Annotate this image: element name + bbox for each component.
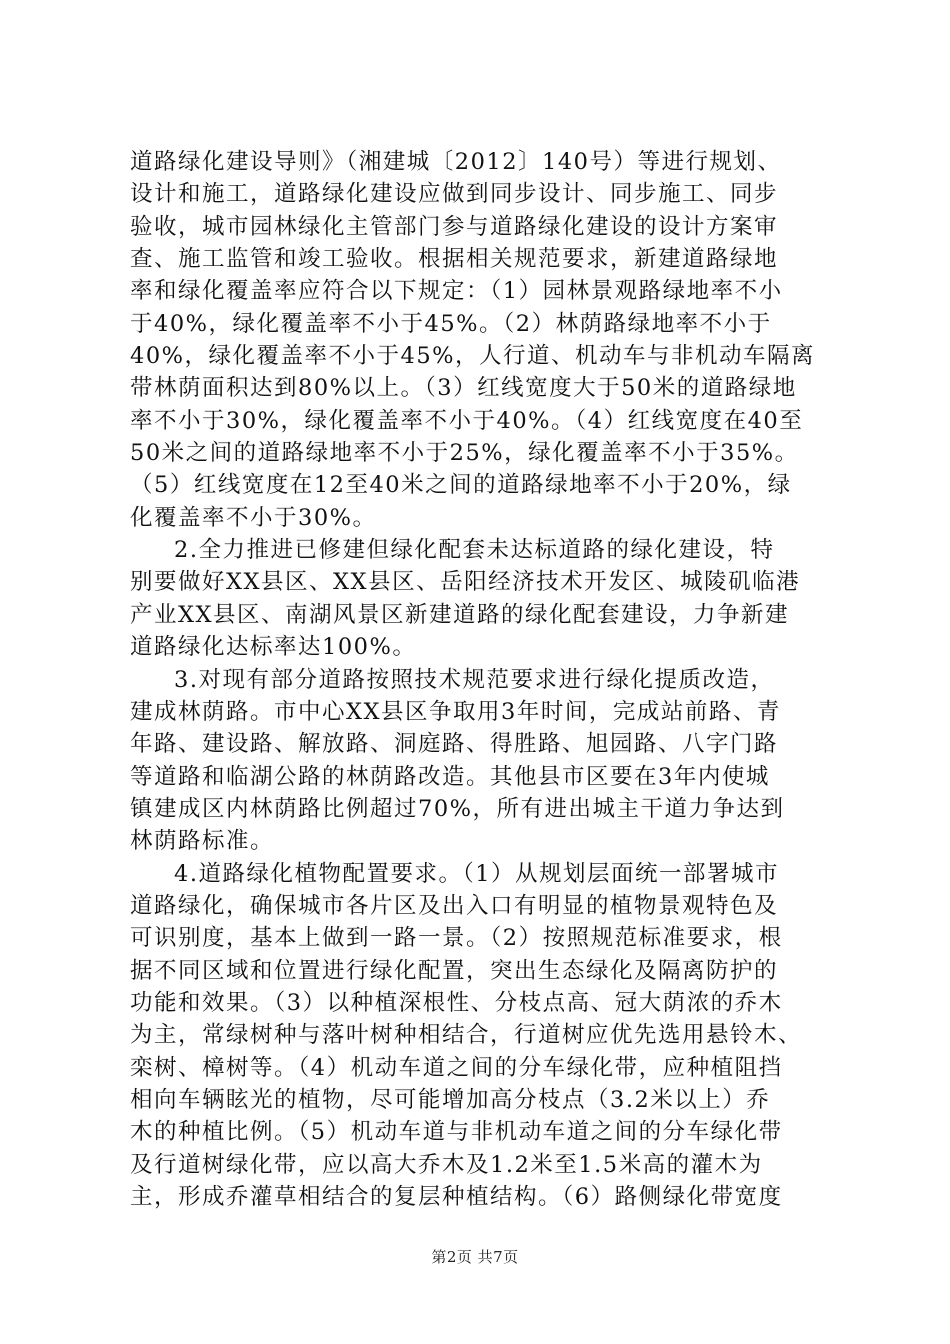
text-line: 为主，常绿树种与落叶树种相结合，行道树应优先选用悬铃木、	[130, 1022, 803, 1049]
text-line: 率不小于30%，绿化覆盖率不小于40%。（4）红线宽度在40至	[130, 407, 804, 434]
text-line: 林荫路标准。	[130, 828, 275, 855]
paragraph-start-line: 2.全力推进已修建但绿化配套未达标道路的绿化建设，特	[174, 537, 775, 564]
text-line: 镇建成区内林荫路比例超过70%，所有进出城主干道力争达到	[130, 795, 785, 822]
text-line: 道路绿化建设导则》（湘建城〔2012〕140号）等进行规划、	[130, 149, 782, 175]
text-line: 道路绿化，确保城市各片区及出入口有明显的植物景观特色及	[130, 892, 779, 919]
text-line: 率和绿化覆盖率应符合以下规定：（1）园林景观路绿地率不小	[130, 278, 783, 305]
paragraph-start-line: 4.道路绿化植物配置要求。（1）从规划层面统一部署城市	[174, 860, 780, 887]
text-line: 别要做好XX县区、XX县区、岳阳经济技术开发区、城陵矶临港	[130, 569, 801, 596]
text-line: 50米之间的道路绿地率不小于25%，绿化覆盖率不小于35%。	[130, 440, 799, 467]
text-line: 相向车辆眩光的植物，尽可能增加高分枝点（3.2米以上）乔	[130, 1086, 771, 1113]
paragraph-start-line: 3.对现有部分道路按照技术规范要求进行绿化提质改造，	[174, 666, 775, 693]
document-body	[130, 146, 830, 1213]
text-line: 40%，绿化覆盖率不小于45%，人行道、机动车与非机动车隔离	[130, 343, 816, 370]
text-line: 年路、建设路、解放路、洞庭路、得胜路、旭园路、八字门路	[130, 731, 779, 758]
text-line: 带林荫面积达到80%以上。（3）红线宽度大于50米的道路绿地	[130, 375, 797, 402]
text-line: 及行道树绿化带，应以高大乔木及1.2米至1.5米高的灌木为	[130, 1151, 763, 1178]
text-line: （5）红线宽度在12至40米之间的道路绿地率不小于20%，绿	[130, 472, 792, 499]
text-line: 据不同区域和位置进行绿化配置，突出生态绿化及隔离防护的	[130, 957, 779, 984]
text-line: 可识别度，基本上做到一路一景。（2）按照规范标准要求，根	[130, 925, 783, 952]
page-footer: 第2页 共7页	[431, 1248, 519, 1266]
text-line: 查、施工监管和竣工验收。根据相关规范要求，新建道路绿地	[130, 246, 779, 273]
text-line: 建成林荫路。市中心XX县区争取用3年时间，完成站前路、青	[130, 698, 781, 725]
text-line: 栾树、樟树等。（4）机动车道之间的分车绿化带，应种植阻挡	[130, 1054, 783, 1081]
text-line: 于40%，绿化覆盖率不小于45%。（2）林荫路绿地率不小于	[130, 310, 772, 337]
text-line: 主，形成乔灌草相结合的复层种植结构。（6）路侧绿化带宽度	[130, 1184, 783, 1210]
text-line: 木的种植比例。（5）机动车道与非机动车道之间的分车绿化带	[130, 1119, 783, 1146]
text-line: 道路绿化达标率达100%。	[130, 634, 417, 661]
text-line: 功能和效果。（3）以种植深根性、分枝点高、冠大荫浓的乔木	[130, 989, 783, 1016]
text-line: 产业XX县区、南湖风景区新建道路的绿化配套建设，力争新建	[130, 601, 790, 628]
text-line: 设计和施工，道路绿化建设应做到同步设计、同步施工、同步	[130, 181, 779, 208]
text-line: 等道路和临湖公路的林荫路改造。其他县市区要在3年内使城	[130, 763, 770, 790]
text-line: 验收，城市园林绿化主管部门参与道路绿化建设的设计方案审	[130, 213, 779, 240]
text-line: 化覆盖率不小于30%。	[130, 504, 377, 531]
